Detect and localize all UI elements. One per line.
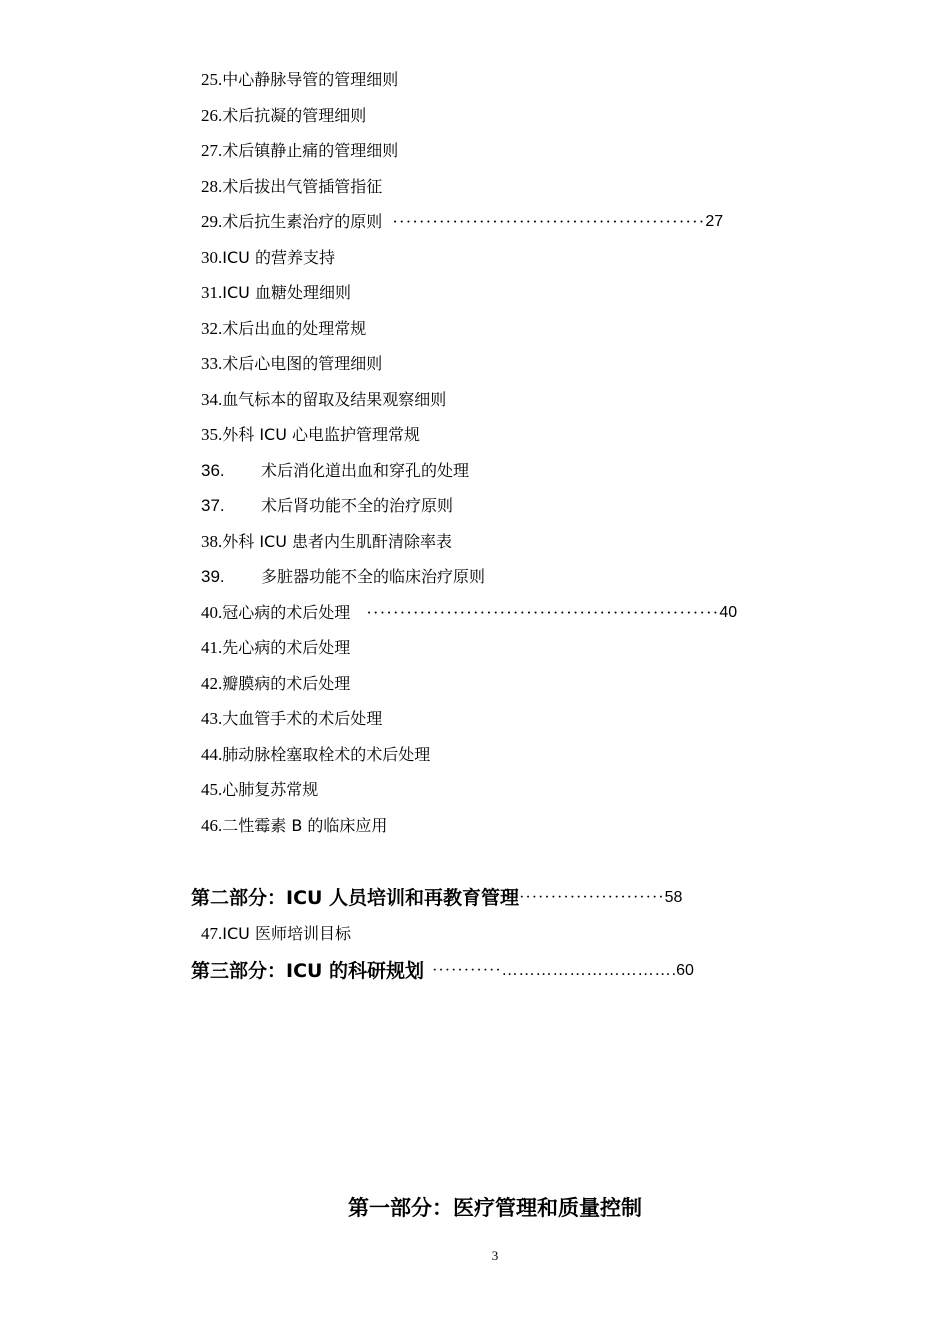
toc-item[interactable]: [201, 352, 382, 376]
toc-item[interactable]: [201, 104, 366, 128]
toc-part-title: 第三部分：ICU 的科研规划: [191, 960, 425, 982]
toc-item-number: 34.: [201, 390, 223, 409]
toc-page-number: 40: [719, 604, 738, 621]
page-number: 3: [491, 1248, 499, 1263]
toc-item-title: 先心病的术后处理: [222, 638, 351, 657]
toc-item-title: 术后肾功能不全的治疗原则: [261, 496, 454, 515]
toc-item-number: 28.: [201, 177, 223, 196]
toc-part-title: 第二部分：ICU 人员培训和再教育管理: [191, 887, 520, 909]
toc-item-number: 38.: [201, 532, 223, 551]
toc-item-number: 45.: [201, 780, 223, 799]
toc-part-two[interactable]: [191, 884, 682, 912]
toc-item-number: 40.: [201, 603, 223, 622]
toc-item[interactable]: [201, 210, 723, 234]
toc-item[interactable]: [201, 743, 430, 767]
toc-item-number: 46.: [201, 816, 223, 835]
toc-item[interactable]: [201, 778, 318, 802]
toc-item-number: 42.: [201, 674, 223, 693]
toc-item-number: 32.: [201, 319, 223, 338]
toc-item-number: 47.: [201, 924, 223, 943]
toc-item-title: 肺动脉栓塞取栓术的术后处理: [222, 745, 431, 764]
section-heading: 第一部分：医疗管理和质量控制: [348, 1196, 642, 1220]
toc-page-number: 27: [705, 213, 724, 230]
toc-item-title: 冠心病的术后处理: [222, 603, 351, 622]
toc-item-title: 外科 ICU 患者内生肌酐清除率表: [222, 532, 453, 551]
toc-item-number: 36.: [201, 461, 225, 480]
toc-item-number: 25.: [201, 70, 223, 89]
toc-item-number: 44.: [201, 745, 223, 764]
toc-item-number: 30.: [201, 248, 223, 267]
toc-item[interactable]: [201, 707, 382, 731]
toc-item-title: 术后抗凝的管理细则: [222, 106, 367, 125]
toc-item-number: 33.: [201, 354, 223, 373]
toc-item-title: 外科 ICU 心电监护管理常规: [222, 425, 421, 444]
toc-item-title: ICU 血糖处理细则: [222, 283, 351, 302]
toc-item[interactable]: [201, 672, 350, 696]
toc-item-title: 大血管手术的术后处理: [222, 709, 383, 728]
toc-item-title: ICU 医师培训目标: [222, 924, 351, 943]
toc-item[interactable]: [201, 423, 420, 447]
toc-item-title: 术后消化道出血和穿孔的处理: [261, 461, 470, 480]
toc-part-three[interactable]: [191, 957, 694, 985]
toc-item-title: 术后心电图的管理细则: [222, 354, 383, 373]
toc-item[interactable]: [201, 175, 382, 199]
toc-item[interactable]: [201, 814, 387, 838]
toc-item-number: 39.: [201, 567, 225, 586]
toc-page-number: .60: [671, 962, 694, 979]
toc-item-number: 26.: [201, 106, 223, 125]
toc-item[interactable]: [201, 317, 366, 341]
toc-item-title: 中心静脉导管的管理细则: [222, 70, 399, 89]
toc-item-title: 心肺复苏常规: [222, 780, 319, 799]
toc-item[interactable]: [201, 388, 446, 412]
toc-item[interactable]: [201, 246, 335, 270]
toc-item[interactable]: [201, 459, 469, 483]
toc-item-number: 29.: [201, 212, 223, 231]
toc-item[interactable]: [201, 530, 452, 554]
toc-item[interactable]: [201, 68, 398, 92]
toc-item-number: 31.: [201, 283, 223, 302]
toc-page-number: 58: [664, 889, 683, 906]
toc-item[interactable]: [201, 494, 453, 518]
toc-leader-dots: ·····················································: [366, 603, 720, 622]
toc-item-title: 多脏器功能不全的临床治疗原则: [261, 567, 486, 586]
toc-item-title: 血气标本的留取及结果观察细则: [222, 390, 447, 409]
toc-item-number: 27.: [201, 141, 223, 160]
toc-leader-dots: ·······················: [519, 889, 665, 906]
toc-leader-dots: ···········…………………………: [432, 962, 672, 979]
toc-leader-dots: ···············································: [392, 212, 706, 231]
toc-item[interactable]: [201, 922, 351, 946]
toc-item[interactable]: [201, 281, 351, 305]
toc-item-number: 35.: [201, 425, 223, 444]
toc-item-number: 43.: [201, 709, 223, 728]
toc-item-number: 37.: [201, 496, 225, 515]
toc-item[interactable]: [201, 601, 737, 625]
toc-item-title: 术后抗生素治疗的原则: [222, 212, 383, 231]
toc-item-title: 术后拔出气管插管指征: [222, 177, 383, 196]
toc-item[interactable]: [201, 565, 485, 589]
toc-item-number: 41.: [201, 638, 223, 657]
toc-item-title: 术后出血的处理常规: [222, 319, 367, 338]
toc-item[interactable]: [201, 636, 350, 660]
toc-item-title: 二性霉素 B 的临床应用: [222, 816, 388, 835]
toc-item-title: 术后镇静止痛的管理细则: [222, 141, 399, 160]
toc-item-title: 瓣膜病的术后处理: [222, 674, 351, 693]
toc-item[interactable]: [201, 139, 398, 163]
toc-item-title: ICU 的营养支持: [222, 248, 335, 267]
